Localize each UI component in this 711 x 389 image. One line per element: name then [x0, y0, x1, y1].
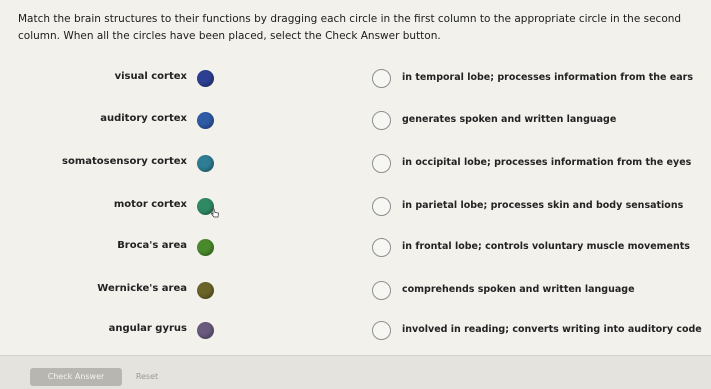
footer-bar: [0, 355, 711, 389]
match-row: [0, 106, 711, 136]
term-label: motor cortex: [113, 199, 187, 210]
function-label: in temporal lobe; processes information from the ears: [402, 72, 693, 83]
drag-circle-brocas-area[interactable]: [197, 239, 214, 256]
hand-cursor-icon: [210, 208, 220, 218]
check-answer-button[interactable]: Check Answer: [30, 368, 122, 386]
function-label: involved in reading; converts writing into auditory code: [402, 324, 702, 335]
match-row: [0, 192, 711, 222]
drag-circle-angular-gyrus[interactable]: [197, 322, 214, 339]
drop-target-circle[interactable]: [372, 281, 391, 300]
drop-target-circle[interactable]: [372, 197, 391, 216]
drag-circle-auditory-cortex[interactable]: [197, 112, 214, 129]
term-label: somatosensory cortex: [62, 156, 187, 167]
match-row: [0, 233, 711, 263]
drop-target-circle[interactable]: [372, 238, 391, 257]
term-label: angular gyrus: [108, 323, 187, 334]
instructions-text: Match the brain structures to their functions by dragging each circle in the first column to the appropriate circle in the second column. When all the circles have been placed, select the Check Answer button.: [18, 13, 682, 42]
function-label: in frontal lobe; controls voluntary muscle movements: [402, 241, 690, 252]
drag-circle-somatosensory-cortex[interactable]: [197, 155, 214, 172]
drop-target-circle[interactable]: [372, 111, 391, 130]
drop-target-circle[interactable]: [372, 69, 391, 88]
match-row: [0, 316, 711, 346]
term-label: auditory cortex: [100, 113, 187, 124]
function-label: in parietal lobe; processes skin and body sensations: [402, 200, 684, 211]
term-label: Broca's area: [117, 240, 187, 251]
match-row: [0, 276, 711, 306]
drag-circle-wernickes-area[interactable]: [197, 282, 214, 299]
function-label: comprehends spoken and written language: [402, 284, 635, 295]
term-label: Wernicke's area: [97, 283, 187, 294]
drop-target-circle[interactable]: [372, 154, 391, 173]
drop-target-circle[interactable]: [372, 321, 391, 340]
match-row: [0, 64, 711, 94]
reset-button[interactable]: Reset: [135, 372, 159, 381]
function-label: generates spoken and written language: [402, 114, 617, 125]
function-label: in occipital lobe; processes information from the eyes: [402, 157, 692, 168]
drag-circle-visual-cortex[interactable]: [197, 70, 214, 87]
term-label: visual cortex: [114, 71, 187, 82]
match-row: [0, 149, 711, 179]
